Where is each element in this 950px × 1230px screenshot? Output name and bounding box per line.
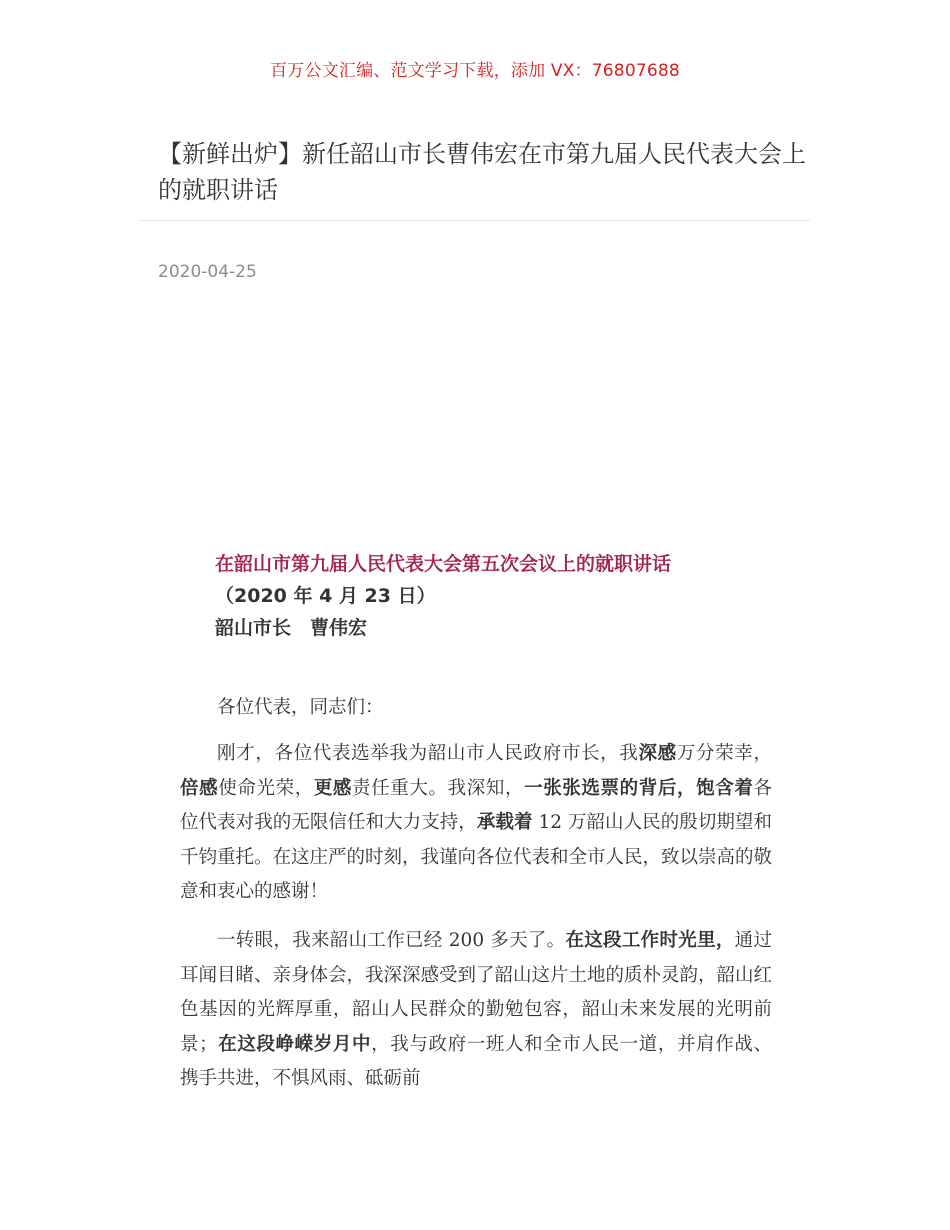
emphasis: 承载着	[476, 812, 533, 833]
title-divider	[140, 220, 810, 221]
emphasis: 深感	[638, 743, 677, 764]
emphasis: 在这段峥嵘岁月中	[217, 1033, 372, 1055]
text-span: 一转眼，我来韶山工作已经 200 多天了。	[217, 930, 566, 951]
emphasis: 在这段工作时光里，	[565, 930, 735, 951]
emphasis: 更感	[313, 777, 353, 799]
paragraph-1-text	[180, 737, 772, 910]
greeting: 各位代表，同志们：	[217, 697, 384, 718]
text-span: 刚才，各位代表选举我为韶山市人民政府市长，我	[217, 743, 639, 764]
text-span: ，我与政府一班人和全市人民一道，并肩作战、携手共进，不惧风雨、砥砺前	[180, 1033, 772, 1089]
download-banner: 百万公文汇编、范文学习下载，添加 VX：76807688	[270, 61, 680, 81]
speech-date: （2020 年 4 月 23 日）	[215, 585, 436, 607]
speech-heading: 在韶山市第九届人民代表大会第五次会议上的就职讲话	[215, 553, 672, 575]
text-span: 12 万韶山人民的殷切期望和千钧重托。在这庄严的时刻，我谨向各位代表和全市人民，致以崇高的敬意和衷心的感谢！	[180, 812, 773, 902]
emphasis: 倍感	[180, 777, 219, 799]
article-title: 【新鲜出炉】新任韶山市长曹伟宏在市第九届人民代表大会上的就职讲话	[158, 140, 806, 204]
paragraph-2	[180, 924, 772, 1097]
text-span: 通过耳闻目睹、亲身体会，我深深感受到了韶山这片土地的质朴灵韵，韶山红色基因的光辉厚重，韶山人民群众的勤勉包容，韶山未来发展的光明前景；	[180, 930, 773, 1055]
paragraph-2-text	[180, 924, 772, 1097]
speaker-line: 韶山市长 曹伟宏	[215, 617, 368, 639]
emphasis: 一张张选票的背后，饱含着	[524, 777, 754, 799]
text-span: 万分荣幸，	[676, 743, 772, 764]
text-span: 责任重大。我深知，	[352, 777, 525, 799]
text-span: 使命光荣，	[218, 777, 314, 799]
paragraph-1	[180, 737, 772, 910]
publish-date: 2020-04-25	[158, 262, 257, 282]
greeting-block	[180, 691, 772, 726]
text-span: 各位代表对我的无限信任和大力支持，	[180, 777, 772, 833]
